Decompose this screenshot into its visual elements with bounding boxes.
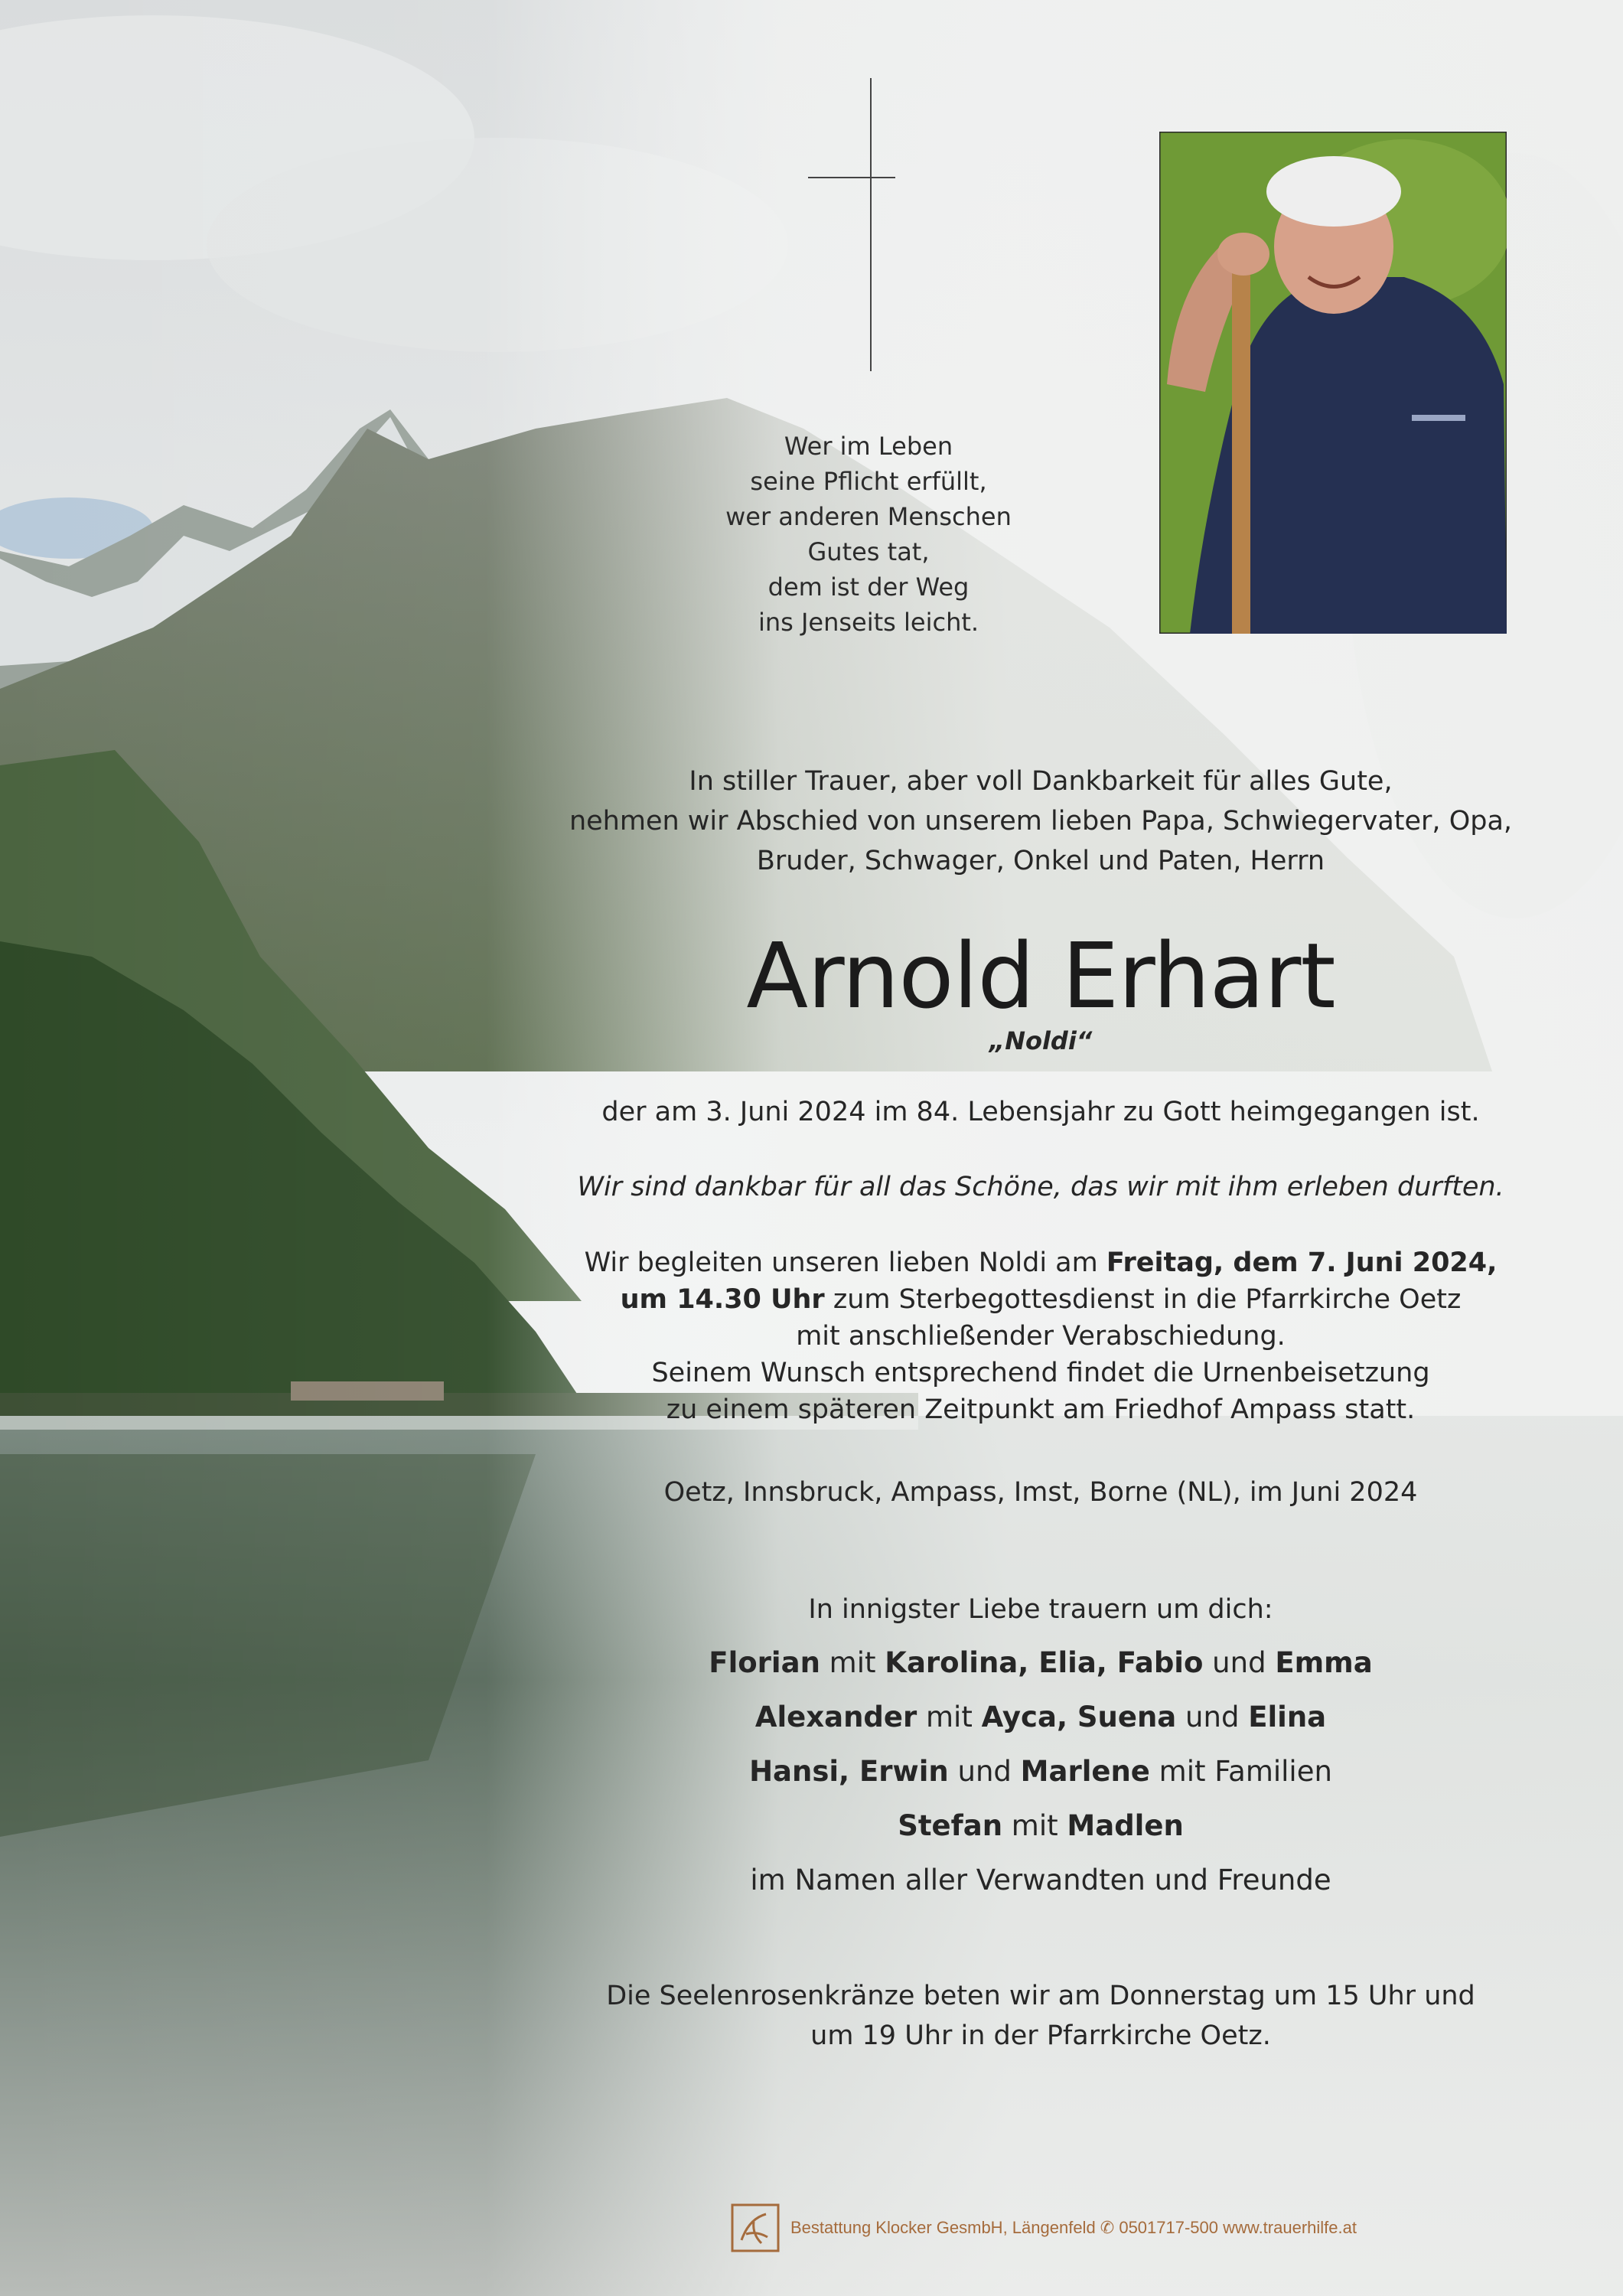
mourner-row	[566, 1744, 1515, 1799]
funeral-line: Seinem Wunsch entsprechend findet die Urnenbeisetzung	[651, 1358, 1430, 1388]
funeral-line: zu einem späteren Zeitpunkt am Friedhof Ampass statt.	[666, 1394, 1416, 1425]
funeral-home-logo-icon	[731, 2203, 780, 2252]
mourner-name: Madlen	[1067, 1809, 1184, 1842]
funeral-time: um 14.30 Uhr	[620, 1284, 825, 1315]
mourner-name: Hansi, Erwin	[749, 1755, 949, 1788]
intro-line: Bruder, Schwager, Onkel und Paten, Herrn	[756, 846, 1325, 876]
mourner-row: im Namen aller Verwandten und Freunde	[750, 1864, 1331, 1896]
mourner-name: Stefan	[898, 1809, 1003, 1842]
places-date: Oetz, Innsbruck, Ampass, Imst, Borne (NL), im Juni 2024	[663, 1477, 1418, 1508]
rosary-line: um 19 Uhr in der Pfarrkirche Oetz.	[810, 2020, 1271, 2051]
funeral-text: Wir begleiten unseren lieben Noldi am	[584, 1247, 1106, 1278]
mourner-connector: und	[948, 1755, 1021, 1788]
motto-line: Gutes tat,	[807, 537, 930, 566]
mourner-connector: und	[1203, 1646, 1276, 1679]
mourner-row	[566, 1799, 1515, 1853]
mourner-connector: mit	[820, 1646, 885, 1679]
cross-icon	[803, 77, 895, 375]
funeral-line	[566, 1281, 1515, 1318]
thanks-line: Wir sind dankbar für all das Schöne, das wir mit ihm erleben durften.	[577, 1172, 1504, 1202]
mourner-name: Alexander	[754, 1701, 917, 1733]
intro-text	[566, 762, 1515, 881]
funeral-details	[566, 1244, 1515, 1428]
mourners-list	[566, 1636, 1515, 1907]
mourner-name: Marlene	[1020, 1755, 1150, 1788]
mourners-heading: In innigster Liebe trauern um dich:	[808, 1594, 1273, 1625]
rosary-line: Die Seelenrosenkränze beten wir am Donnerstag um 15 Uhr und	[606, 1981, 1475, 2011]
mourner-connector: und	[1176, 1701, 1249, 1733]
motto-line: dem ist der Weg	[768, 572, 970, 602]
mourner-name: Emma	[1275, 1646, 1373, 1679]
death-notice: der am 3. Juni 2024 im 84. Lebensjahr zu Gott heimgegangen ist.	[601, 1097, 1480, 1127]
deceased-name: Arnold Erhart	[746, 923, 1335, 1029]
funeral-line	[566, 1244, 1515, 1281]
mourner-name: Ayca, Suena	[981, 1701, 1177, 1733]
funeral-home-footer	[731, 2203, 1357, 2253]
mourner-connector: mit	[1002, 1809, 1067, 1842]
mourner-connector: mit	[917, 1701, 982, 1733]
motto-line: ins Jenseits leicht.	[758, 608, 979, 637]
motto-line: wer anderen Menschen	[725, 502, 1012, 531]
motto-verse	[673, 429, 1064, 640]
rosary-notice	[566, 1976, 1515, 2056]
funeral-line: mit anschließender Verabschiedung.	[796, 1321, 1286, 1352]
mourner-connector: mit Familien	[1149, 1755, 1332, 1788]
motto-line: seine Pflicht erfüllt,	[750, 467, 987, 496]
funeral-date: Freitag, dem 7. Juni 2024,	[1106, 1247, 1498, 1278]
deceased-nickname: „Noldi“	[989, 1026, 1093, 1055]
intro-line: In stiller Trauer, aber voll Dankbarkeit für alles Gute,	[689, 766, 1393, 797]
motto-line: Wer im Leben	[784, 432, 953, 461]
mourner-name: Elina	[1248, 1701, 1327, 1733]
mourner-name: Florian	[709, 1646, 820, 1679]
mourner-name: Karolina, Elia, Fabio	[885, 1646, 1204, 1679]
funeral-text: zum Sterbegottesdienst in die Pfarrkirche Oetz	[824, 1284, 1462, 1315]
intro-line: nehmen wir Abschied von unserem lieben Papa, Schwiegervater, Opa,	[569, 806, 1513, 837]
mourner-row	[566, 1636, 1515, 1690]
mourner-row	[566, 1690, 1515, 1744]
footer-text: Bestattung Klocker GesmbH, Längenfeld ✆ 0501717-500 www.trauerhilfe.at	[790, 2218, 1357, 2237]
portrait-photo	[1159, 132, 1507, 634]
